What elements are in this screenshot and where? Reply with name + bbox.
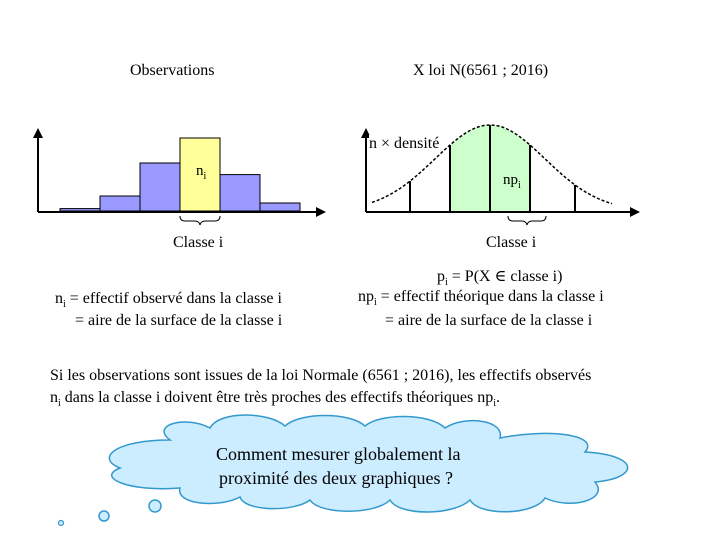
right-x-axis-arrow bbox=[630, 207, 640, 217]
left-histogram bbox=[33, 128, 326, 225]
left-y-axis-arrow bbox=[33, 128, 43, 138]
left-class-brace bbox=[180, 216, 220, 225]
observations-title: Observations bbox=[130, 62, 215, 79]
histogram-bar bbox=[100, 196, 140, 211]
conclusion-line-1: Si les observations sont issues de la loi Normale (6561 ; 2016), les effectifs observés bbox=[50, 367, 592, 384]
left-class-label: Classe i bbox=[173, 234, 224, 251]
normal-law-title: X loi N(6561 ; 2016) bbox=[413, 62, 549, 79]
right-desc-line-2: $np_i$ = effectif théorique dans la classe i bbox=[358, 288, 604, 309]
histogram-bar bbox=[140, 163, 180, 211]
npi-label: $np_i$ bbox=[503, 172, 521, 191]
right-class-label: Classe i bbox=[486, 234, 537, 251]
right-class-brace bbox=[508, 216, 546, 225]
density-label: n × densité bbox=[369, 135, 440, 152]
bubble-dot-large bbox=[149, 500, 161, 512]
histogram-bar bbox=[60, 209, 100, 211]
left-x-axis-arrow bbox=[316, 207, 326, 217]
histogram-bar bbox=[220, 175, 260, 211]
bubble-question-line-1: Comment mesurer globalement la bbox=[216, 444, 461, 464]
left-desc-line-1: $n_i$ = effectif observé dans la classe i bbox=[55, 290, 282, 311]
left-desc-line-2: = aire de la surface de la classe i bbox=[75, 312, 283, 329]
ni-bar-label: $n_i$ bbox=[196, 163, 207, 182]
bubble-dot-medium bbox=[99, 511, 109, 521]
bubble-question-line-2: proximité des deux graphiques ? bbox=[219, 468, 453, 488]
right-desc-line-3: = aire de la surface de la classe i bbox=[385, 312, 593, 329]
conclusion-line-2: $n_i$ dans la classe i doivent être très proches des effectifs théoriques $np_i$. bbox=[50, 389, 501, 410]
histogram-bar bbox=[260, 203, 300, 211]
right-desc-line-1: $p_i = P(X$ ∈ classe i) bbox=[437, 268, 563, 289]
bubble-dot-small bbox=[59, 521, 64, 526]
